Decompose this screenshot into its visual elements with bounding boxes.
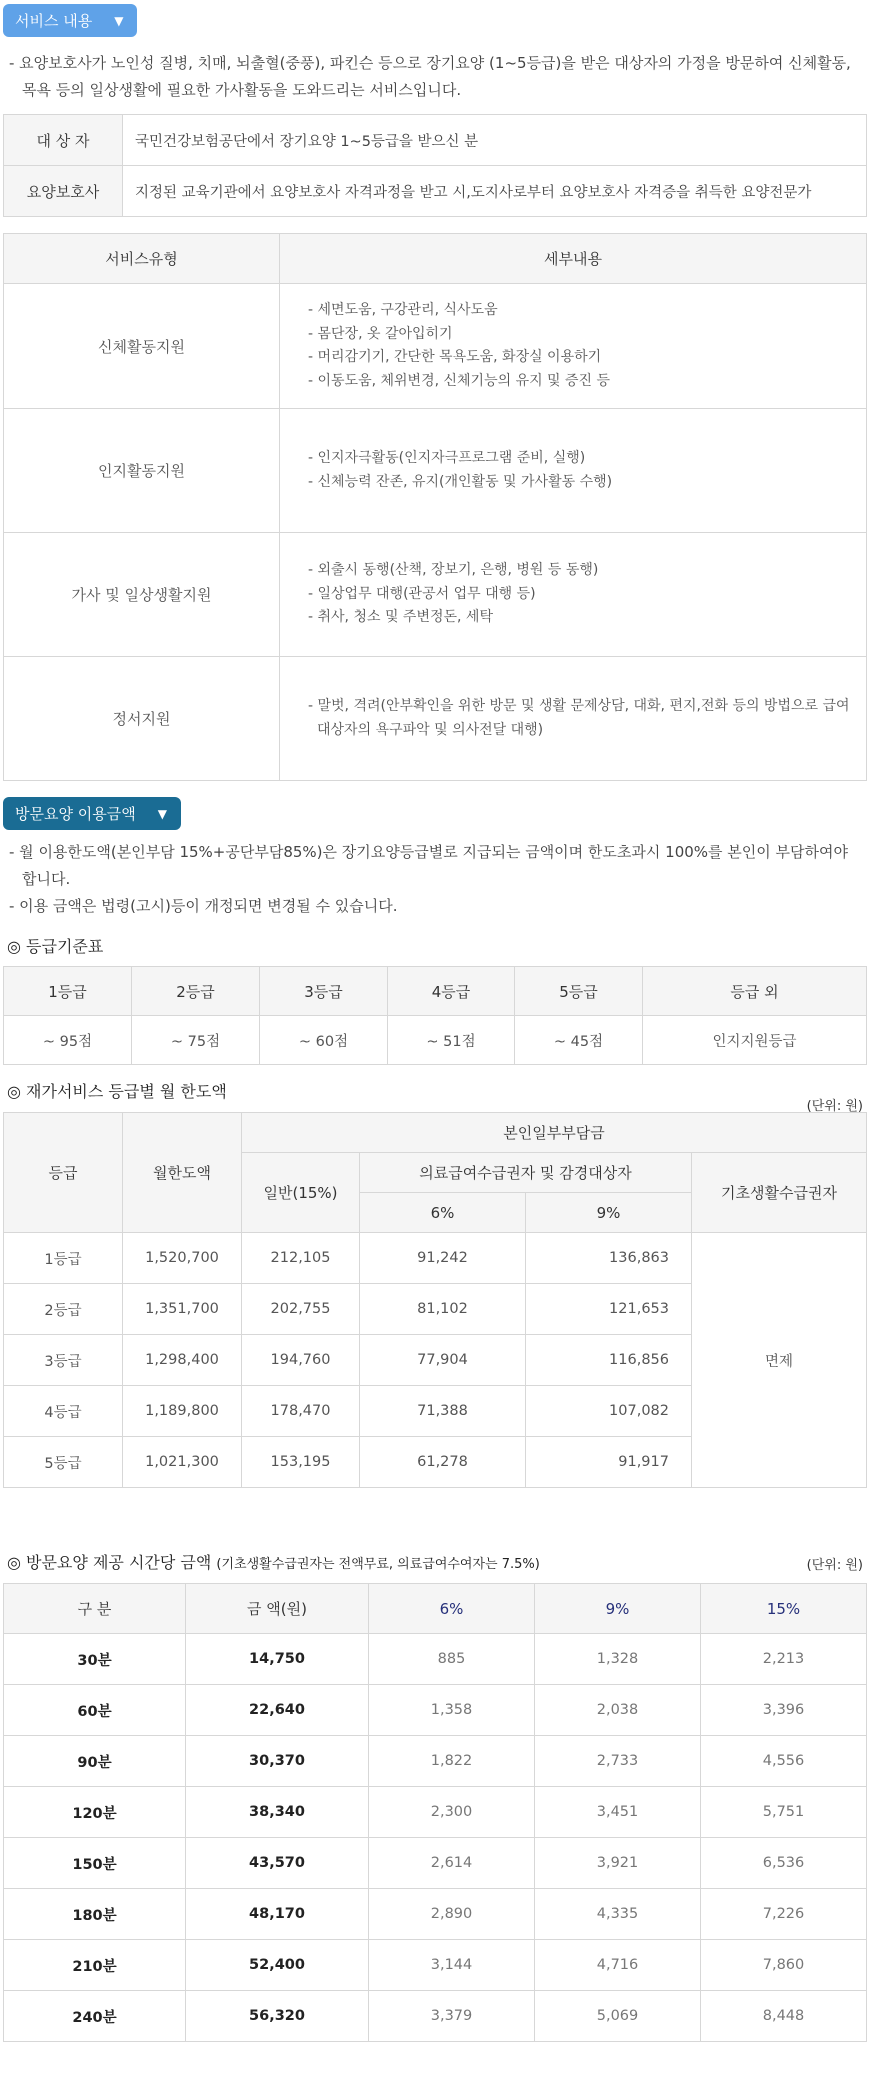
column-header: 의료급여수급권자 및 감경대상자 <box>360 1153 692 1193</box>
exempt-cell: 면제 <box>692 1233 867 1488</box>
column-header: 6% <box>360 1193 526 1233</box>
limit-heading <box>3 1079 867 1114</box>
service-detail: - 외출시 동행(산책, 장보기, 은행, 병원 등 동행) - 일상업무 대행(관공서 업무 대행 등) - 취사, 청소 및 주변정돈, 세탁 <box>280 533 867 657</box>
table-row: 4등급 1,189,800 178,470 71,388 107,082 <box>4 1386 867 1437</box>
hourly-fee-table <box>3 1583 867 2042</box>
service-type: 신체활동지원 <box>4 284 280 409</box>
table-row: 3등급 1,298,400 194,760 77,904 116,856 <box>4 1335 867 1386</box>
column-header: 2등급 <box>132 967 260 1016</box>
table-row: 60분 22,640 1,358 2,038 3,396 <box>4 1685 867 1736</box>
column-header: 월한도액 <box>123 1113 242 1233</box>
column-header: 구 분 <box>4 1584 186 1634</box>
table-row: 5등급 1,021,300 153,195 61,278 91,917 <box>4 1437 867 1488</box>
target-value: 국민건강보험공단에서 장기요양 1~5등급을 받으신 분 <box>123 115 867 166</box>
column-header: 서비스유형 <box>4 234 280 284</box>
caregiver-label: 요양보호사 <box>4 166 123 217</box>
table-row <box>4 657 867 781</box>
service-content-toggle[interactable] <box>3 4 137 37</box>
column-header: 1등급 <box>4 967 132 1016</box>
target-table <box>3 114 867 217</box>
hourly-title: ◎ 방문요양 제공 시간당 금액 <box>7 1553 212 1572</box>
hourly-unit: (단위: 원) <box>806 1558 863 1573</box>
fee-toggle-label: 방문요양 이용금액 <box>15 805 136 823</box>
column-header: 등급 <box>4 1113 123 1233</box>
grade-cell: ~ 60점 <box>260 1016 388 1065</box>
grade-cell: 인지지원등급 <box>643 1016 867 1065</box>
table-row: 2등급 1,351,700 202,755 81,102 121,653 <box>4 1284 867 1335</box>
table-row: 180분 48,170 2,890 4,335 7,226 <box>4 1889 867 1940</box>
grade-table <box>3 966 867 1065</box>
column-header: 등급 외 <box>643 967 867 1016</box>
table-row: 150분 43,570 2,614 3,921 6,536 <box>4 1838 867 1889</box>
grade-cell: ~ 75점 <box>132 1016 260 1065</box>
column-header: 3등급 <box>260 967 388 1016</box>
grade-cell: ~ 45점 <box>515 1016 643 1065</box>
monthly-limit-table <box>3 1112 867 1488</box>
caregiver-value: 지정된 교육기관에서 요양보호사 자격과정을 받고 시,도지사로부터 요양보호사 자격증을 취득한 요양전문가 <box>123 166 867 217</box>
column-header: 15% <box>701 1584 867 1634</box>
service-content-label: 서비스 내용 <box>15 12 93 30</box>
table-row <box>4 166 867 217</box>
table-row: 120분 38,340 2,300 3,451 5,751 <box>4 1787 867 1838</box>
grade-cell: ~ 95점 <box>4 1016 132 1065</box>
column-header: 세부내용 <box>280 234 867 284</box>
service-detail: - 말벗, 격려(안부확인을 위한 방문 및 생활 문제상담, 대화, 편지,전화 등의 방법으로 급여 대상자의 욕구파악 및 의사전달 대행) <box>280 657 867 781</box>
table-row: 90분 30,370 1,822 2,733 4,556 <box>4 1736 867 1787</box>
table-row <box>4 533 867 657</box>
table-row <box>4 409 867 533</box>
fee-description: - 월 이용한도액(본인부담 15%+공단부담85%)은 장기요양등급별로 지급되는 금액이며 한도초과시 100%를 본인이 부담하여야 합니다. - 이용 금액은 법령(고시)등이 개정되면 변경될 수 있습니다. <box>9 843 848 915</box>
column-header: 기초생활수급권자 <box>692 1153 867 1233</box>
hourly-note: (기초생활수급권자는 전액무료, 의료급여수여자는 7.5%) <box>216 1557 540 1572</box>
fee-toggle[interactable] <box>3 797 181 830</box>
service-type: 가사 및 일상생활지원 <box>4 533 280 657</box>
table-row <box>4 1016 867 1065</box>
table-row: 210분 52,400 3,144 4,716 7,860 <box>4 1940 867 1991</box>
table-row <box>4 284 867 409</box>
table-row: 240분 56,320 3,379 5,069 8,448 <box>4 1991 867 2042</box>
service-description: - 요양보호사가 노인성 질병, 치매, 뇌출혈(중풍), 파킨슨 등으로 장기요양 (1~5등급)을 받은 대상자의 가정을 방문하여 신체활동, 목욕 등의 일상생활에 필요한 가사활동을 도와드리는 서비스입니다. <box>9 54 851 99</box>
table-row: 1등급 1,520,700 212,105 91,242 136,863 면제 <box>4 1233 867 1284</box>
triangle-down-icon: ▼ <box>114 13 124 28</box>
service-type-table <box>3 233 867 781</box>
grade-heading <box>3 934 867 957</box>
table-row <box>4 115 867 166</box>
column-header: 9% <box>535 1584 701 1634</box>
target-label: 대 상 자 <box>4 115 123 166</box>
column-header: 4등급 <box>388 967 515 1016</box>
limit-title: ◎ 재가서비스 등급별 월 한도액 <box>7 1082 227 1101</box>
column-header: 5등급 <box>515 967 643 1016</box>
limit-unit: (단위: 원) <box>806 1099 863 1114</box>
hourly-heading <box>3 1550 867 1573</box>
column-header: 9% <box>526 1193 692 1233</box>
column-header: 일반(15%) <box>242 1153 360 1233</box>
service-type: 정서지원 <box>4 657 280 781</box>
triangle-down-icon: ▼ <box>157 806 167 821</box>
table-row: 30분 14,750 885 1,328 2,213 <box>4 1634 867 1685</box>
grade-cell: ~ 51점 <box>388 1016 515 1065</box>
service-type: 인지활동지원 <box>4 409 280 533</box>
column-header: 본인일부부담금 <box>242 1113 867 1153</box>
service-detail: - 인지자극활동(인지자극프로그램 준비, 실행) - 신체능력 잔존, 유지(개인활동 및 가사활동 수행) <box>280 409 867 533</box>
column-header: 6% <box>369 1584 535 1634</box>
service-detail: - 세면도움, 구강관리, 식사도움 - 몸단장, 옷 갈아입히기 - 머리감기기, 간단한 목욕도움, 화장실 이용하기 - 이동도움, 체위변경, 신체기능의 유지 및 증진 등 <box>280 284 867 409</box>
column-header: 금 액(원) <box>186 1584 369 1634</box>
grade-title: ◎ 등급기준표 <box>7 937 104 956</box>
